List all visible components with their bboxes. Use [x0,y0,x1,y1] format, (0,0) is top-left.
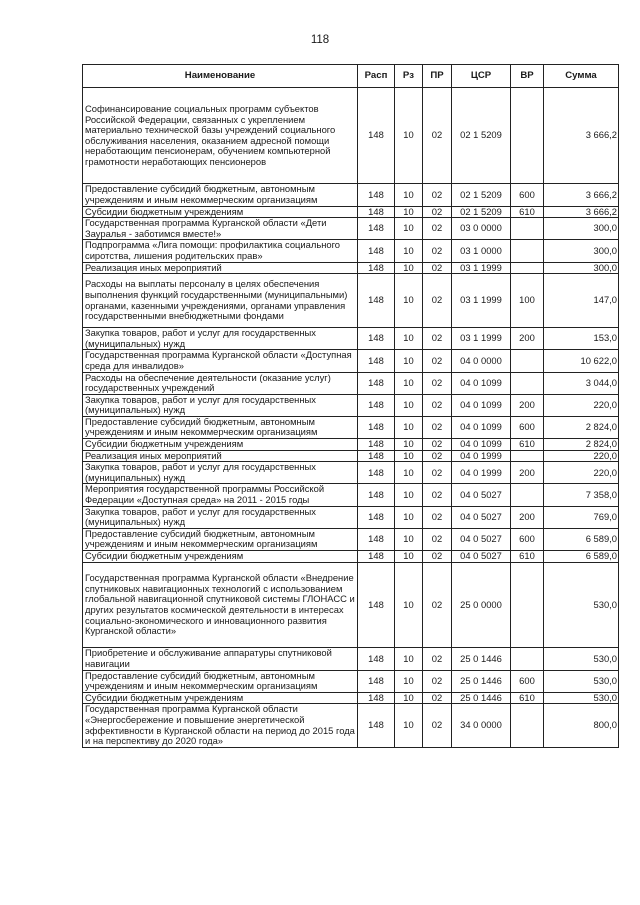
cell-name: Субсидии бюджетным учреждениям [83,206,358,218]
cell-pr: 02 [423,416,452,438]
cell-csr: 04 0 0000 [452,350,511,372]
cell-pr: 02 [423,528,452,550]
cell-pr: 02 [423,262,452,274]
cell-name: Закупка товаров, работ и услуг для государственных (муниципальных) нужд [83,506,358,528]
cell-vr: 200 [511,462,544,484]
table-row [83,394,619,416]
cell-rasp: 148 [358,670,395,692]
table-row [83,88,619,184]
cell-pr: 02 [423,670,452,692]
cell-name: Государственная программа Курганской области «Энергосбережение и повышение энергетической эффективности в Курганской области на период до 2015 года и на перспективу до 2020 года» [83,704,358,747]
cell-pr: 02 [423,648,452,670]
cell-rz: 10 [395,416,423,438]
cell-vr: 610 [511,206,544,218]
cell-rasp: 148 [358,262,395,274]
cell-csr: 25 0 0000 [452,562,511,648]
cell-sum: 147,0 [544,274,619,328]
cell-csr: 02 1 5209 [452,88,511,184]
cell-sum: 530,0 [544,562,619,648]
header-name: Наименование [83,65,358,88]
cell-csr: 04 0 1099 [452,416,511,438]
cell-rz: 10 [395,704,423,747]
cell-csr: 25 0 1446 [452,648,511,670]
cell-vr: 200 [511,394,544,416]
cell-vr [511,704,544,747]
cell-sum: 769,0 [544,506,619,528]
table-body [83,88,619,748]
cell-vr: 200 [511,328,544,350]
table-row [83,562,619,648]
table-row [83,350,619,372]
cell-rz: 10 [395,262,423,274]
cell-sum: 6 589,0 [544,551,619,563]
cell-name: Предоставление субсидий бюджетным, автономным учреждениям и иным некоммерческим организациям [83,416,358,438]
cell-rz: 10 [395,240,423,262]
cell-rasp: 148 [358,372,395,394]
cell-name: Субсидии бюджетным учреждениям [83,439,358,451]
cell-rasp: 148 [358,88,395,184]
cell-name: Государственная программа Курганской области «Дети Зауралья - заботимся вместе!» [83,218,358,240]
cell-pr: 02 [423,394,452,416]
table-row [83,439,619,451]
cell-name: Приобретение и обслуживание аппаратуры спутниковой навигации [83,648,358,670]
cell-vr [511,562,544,648]
cell-csr: 04 0 1099 [452,439,511,451]
cell-pr: 02 [423,704,452,747]
header-vr: ВР [511,65,544,88]
cell-csr: 04 0 1099 [452,372,511,394]
table-row [83,506,619,528]
cell-rz: 10 [395,394,423,416]
cell-name: Софинансирование социальных программ субъектов Российской Федерации, связанных с укреплением материально технической базы учреждений социального обслуживания населения, оказанием адресной помощи неработающим пенсионерам, обучением компьютерной грамотности неработающих пенсионеров [83,88,358,184]
cell-vr: 600 [511,184,544,206]
cell-sum: 7 358,0 [544,484,619,506]
table-row [83,450,619,462]
cell-rasp: 148 [358,350,395,372]
table-row [83,670,619,692]
cell-rasp: 148 [358,416,395,438]
cell-rz: 10 [395,350,423,372]
cell-name: Государственная программа Курганской области «Доступная среда для инвалидов» [83,350,358,372]
cell-rz: 10 [395,506,423,528]
cell-sum: 2 824,0 [544,439,619,451]
cell-rasp: 148 [358,394,395,416]
cell-name: Закупка товаров, работ и услуг для государственных (муниципальных) нужд [83,394,358,416]
header-csr: ЦСР [452,65,511,88]
cell-rz: 10 [395,206,423,218]
cell-name: Подпрограмма «Лига помощи: профилактика социального сиротства, лишения родительских прав» [83,240,358,262]
cell-csr: 04 0 1999 [452,450,511,462]
cell-name: Предоставление субсидий бюджетным, автономным учреждениям и иным некоммерческим организациям [83,670,358,692]
cell-name: Субсидии бюджетным учреждениям [83,692,358,704]
cell-csr: 04 0 1099 [452,394,511,416]
cell-pr: 02 [423,218,452,240]
cell-name: Государственная программа Курганской области «Внедрение спутниковых навигационных технологий с использованием глобальной навигационной спутниковой системы ГЛОНАСС и других результатов космической деятельности в интересах социально-экономического и инновационного развития Курганской области» [83,562,358,648]
table-header-row [83,65,619,88]
cell-pr: 02 [423,240,452,262]
cell-sum: 153,0 [544,328,619,350]
cell-rz: 10 [395,88,423,184]
budget-table [82,64,619,748]
cell-csr: 03 0 0000 [452,218,511,240]
cell-sum: 220,0 [544,394,619,416]
cell-rasp: 148 [358,274,395,328]
table-row [83,274,619,328]
table-row [83,218,619,240]
cell-rasp: 148 [358,439,395,451]
cell-rz: 10 [395,484,423,506]
cell-name: Субсидии бюджетным учреждениям [83,551,358,563]
cell-rasp: 148 [358,328,395,350]
cell-rz: 10 [395,274,423,328]
cell-vr [511,240,544,262]
cell-sum: 3 666,2 [544,206,619,218]
cell-rasp: 148 [358,240,395,262]
cell-sum: 220,0 [544,450,619,462]
table-row [83,372,619,394]
cell-sum: 530,0 [544,648,619,670]
cell-csr: 04 0 5027 [452,551,511,563]
cell-rasp: 148 [358,184,395,206]
cell-vr [511,88,544,184]
cell-csr: 03 1 0000 [452,240,511,262]
table-row [83,262,619,274]
cell-pr: 02 [423,551,452,563]
cell-sum: 2 824,0 [544,416,619,438]
cell-sum: 300,0 [544,240,619,262]
cell-sum: 530,0 [544,692,619,704]
cell-pr: 02 [423,350,452,372]
header-sum: Сумма [544,65,619,88]
cell-vr [511,262,544,274]
cell-rasp: 148 [358,528,395,550]
table-row [83,206,619,218]
table-row [83,462,619,484]
cell-sum: 3 666,2 [544,184,619,206]
cell-csr: 02 1 5209 [452,184,511,206]
cell-rz: 10 [395,670,423,692]
cell-csr: 25 0 1446 [452,692,511,704]
cell-rasp: 148 [358,506,395,528]
cell-csr: 02 1 5209 [452,206,511,218]
cell-vr [511,648,544,670]
cell-rz: 10 [395,551,423,563]
cell-rz: 10 [395,439,423,451]
cell-rz: 10 [395,218,423,240]
cell-csr: 04 0 5027 [452,528,511,550]
cell-vr [511,372,544,394]
cell-vr: 100 [511,274,544,328]
cell-rasp: 148 [358,218,395,240]
cell-name: Реализация иных мероприятий [83,262,358,274]
cell-pr: 02 [423,692,452,704]
cell-sum: 6 589,0 [544,528,619,550]
cell-csr: 03 1 1999 [452,262,511,274]
cell-csr: 04 0 5027 [452,506,511,528]
cell-csr: 04 0 5027 [452,484,511,506]
cell-csr: 04 0 1999 [452,462,511,484]
cell-rz: 10 [395,450,423,462]
cell-vr: 200 [511,506,544,528]
cell-rz: 10 [395,462,423,484]
cell-rz: 10 [395,372,423,394]
cell-sum: 300,0 [544,262,619,274]
table-row [83,704,619,747]
cell-vr [511,450,544,462]
table-row [83,328,619,350]
cell-sum: 530,0 [544,670,619,692]
table-row [83,484,619,506]
cell-rasp: 148 [358,206,395,218]
table-row [83,692,619,704]
cell-rasp: 148 [358,648,395,670]
table-row [83,184,619,206]
table-row [83,416,619,438]
cell-pr: 02 [423,484,452,506]
cell-sum: 220,0 [544,462,619,484]
cell-rz: 10 [395,528,423,550]
cell-vr: 610 [511,439,544,451]
cell-sum: 10 622,0 [544,350,619,372]
cell-name: Мероприятия государственной программы Российской Федерации «Доступная среда» на 2011 - 2015 годы [83,484,358,506]
cell-pr: 02 [423,328,452,350]
cell-vr: 600 [511,416,544,438]
cell-name: Расходы на выплаты персоналу в целях обеспечения выполнения функций государственными (муниципальными) органами, казенными учреждениями, органами управления государственными внебюджетными фондами [83,274,358,328]
cell-rz: 10 [395,648,423,670]
cell-sum: 3 666,2 [544,88,619,184]
cell-pr: 02 [423,439,452,451]
header-rasp: Расп [358,65,395,88]
page-number: 118 [310,34,330,46]
cell-vr: 610 [511,692,544,704]
cell-rz: 10 [395,562,423,648]
cell-name: Реализация иных мероприятий [83,450,358,462]
cell-rasp: 148 [358,704,395,747]
cell-rz: 10 [395,184,423,206]
cell-csr: 25 0 1446 [452,670,511,692]
cell-csr: 03 1 1999 [452,328,511,350]
cell-pr: 02 [423,184,452,206]
cell-rasp: 148 [358,484,395,506]
header-rz: Рз [395,65,423,88]
cell-vr: 600 [511,528,544,550]
cell-vr: 610 [511,551,544,563]
cell-sum: 800,0 [544,704,619,747]
cell-pr: 02 [423,462,452,484]
cell-pr: 02 [423,274,452,328]
cell-rasp: 148 [358,562,395,648]
cell-name: Расходы на обеспечение деятельности (оказание услуг) государственных учреждений [83,372,358,394]
cell-vr [511,218,544,240]
cell-sum: 3 044,0 [544,372,619,394]
table-row [83,528,619,550]
cell-pr: 02 [423,88,452,184]
cell-rasp: 148 [358,462,395,484]
cell-name: Предоставление субсидий бюджетным, автономным учреждениям и иным некоммерческим организациям [83,528,358,550]
cell-rz: 10 [395,692,423,704]
cell-rasp: 148 [358,450,395,462]
cell-pr: 02 [423,506,452,528]
cell-sum: 300,0 [544,218,619,240]
table-row [83,551,619,563]
cell-name: Предоставление субсидий бюджетным, автономным учреждениям и иным некоммерческим организациям [83,184,358,206]
cell-vr [511,484,544,506]
cell-pr: 02 [423,562,452,648]
table-row [83,240,619,262]
header-pr: ПР [423,65,452,88]
cell-pr: 02 [423,206,452,218]
cell-csr: 03 1 1999 [452,274,511,328]
cell-rz: 10 [395,328,423,350]
cell-rasp: 148 [358,551,395,563]
cell-rasp: 148 [358,692,395,704]
cell-name: Закупка товаров, работ и услуг для государственных (муниципальных) нужд [83,462,358,484]
cell-vr: 600 [511,670,544,692]
cell-pr: 02 [423,450,452,462]
cell-name: Закупка товаров, работ и услуг для государственных (муниципальных) нужд [83,328,358,350]
table-row [83,648,619,670]
cell-vr [511,350,544,372]
cell-pr: 02 [423,372,452,394]
cell-csr: 34 0 0000 [452,704,511,747]
